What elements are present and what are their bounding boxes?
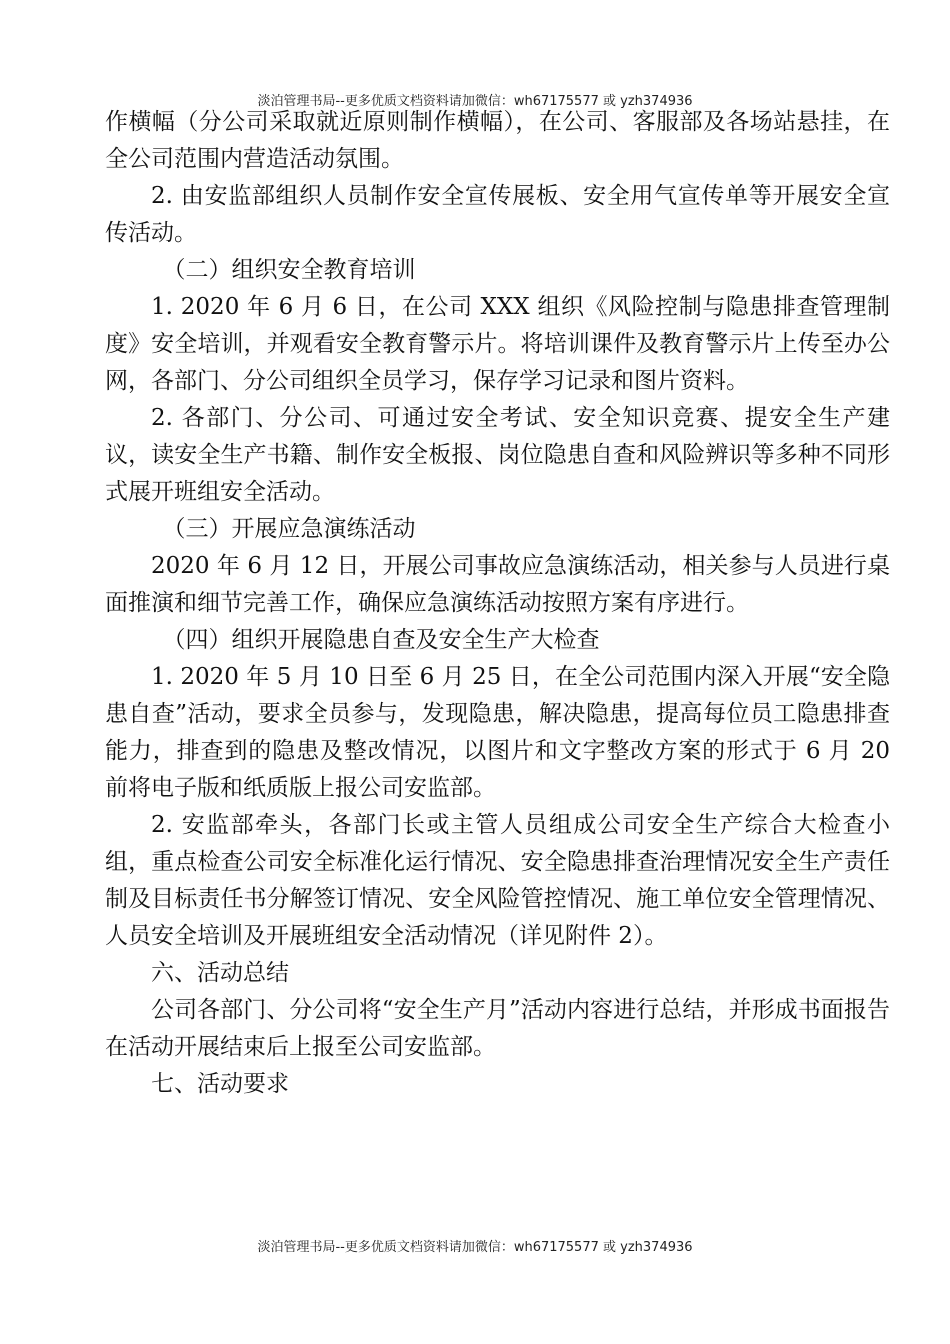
document-body (105, 104, 890, 1103)
section-heading-summary: 六、活动总结 (151, 960, 289, 986)
paragraph-training-1: 1. 2020 年 6 月 6 日，在公司 XXX 组织《风险控制与隐患排查管理制度》安全培训，并观看安全教育警示片。将培训课件及教育警示片上传至办公网，各部门、分公司组织全员学习，保存学习记录和图片资料。 (105, 294, 890, 394)
paragraph-training-2: 2. 各部门、分公司、可通过安全考试、安全知识竞赛、提安全生产建议，读安全生产书籍、制作安全板报、岗位隐患自查和风险辨识等多种不同形式展开班组安全活动。 (105, 405, 890, 505)
section-heading-inspection: （四）组织开展隐患自查及安全生产大检查 (162, 627, 600, 653)
section-heading-training: （二）组织安全教育培训 (162, 257, 416, 283)
header-watermark: 淡泊管理书局--更多优质文档资料请加微信：wh67175577 或 yzh374936 (257, 94, 693, 109)
paragraph-inspection-2: 2. 安监部牵头，各部门长或主管人员组成公司安全生产综合大检查小组，重点检查公司安全标准化运行情况、安全隐患排查治理情况安全生产责任制及目标责任书分解签订情况、安全风险管控情况、施工单位安全管理情况、人员安全培训及开展班组安全活动情况（详见附件 2）。 (105, 812, 890, 949)
footer-watermark: 淡泊管理书局--更多优质文档资料请加微信：wh67175577 或 yzh374936 (257, 1240, 693, 1255)
section-heading-requirements: 七、活动要求 (151, 1071, 289, 1097)
paragraph-publicity: 2. 由安监部组织人员制作安全宣传展板、安全用气宣传单等开展安全宣传活动。 (105, 183, 890, 246)
paragraph-inspection-1: 1. 2020 年 5 月 10 日至 6 月 25 日，在全公司范围内深入开展“安全隐患自查”活动，要求全员参与，发现隐患，解决隐患，提高每位员工隐患排查能力，排查到的隐患及整改情况，以图片和文字整改方案的形式于 6 月 20 前将电子版和纸质版上报公司安监部。 (105, 664, 890, 801)
paragraph-drill: 2020 年 6 月 12 日，开展公司事故应急演练活动，相关参与人员进行桌面推演和细节完善工作，确保应急演练活动按照方案有序进行。 (105, 553, 890, 616)
paragraph-summary: 公司各部门、分公司将“安全生产月”活动内容进行总结，并形成书面报告在活动开展结束后上报至公司安监部。 (105, 997, 890, 1060)
section-heading-drill: （三）开展应急演练活动 (162, 516, 416, 542)
paragraph-banner: 作横幅（分公司采取就近原则制作横幅），在公司、客服部及各场站悬挂，在全公司范围内营造活动氛围。 (105, 109, 890, 172)
